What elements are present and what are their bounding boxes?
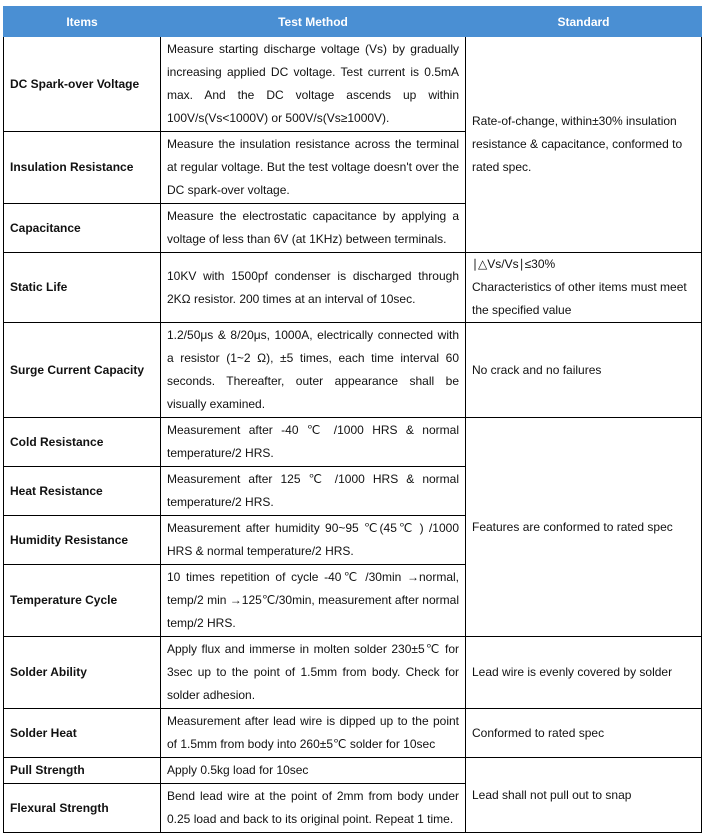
- standard-cell: No crack and no failures: [466, 323, 702, 418]
- header-test-method: Test Method: [161, 7, 466, 37]
- standard-cell: Conformed to rated spec: [466, 709, 702, 758]
- standard-text: Characteristics of other items must meet the specified value: [472, 280, 687, 317]
- header-standard: Standard: [466, 7, 702, 37]
- method-cell: Measure the electrostatic capacitance by applying a voltage of less than 6V (at 1KHz) between terminals.: [161, 204, 466, 253]
- item-cell: Solder Ability: [4, 637, 161, 709]
- item-cell: Cold Resistance: [4, 418, 161, 467]
- table-row: [4, 253, 702, 323]
- item-cell: Humidity Resistance: [4, 516, 161, 565]
- table-row: [4, 709, 702, 758]
- item-cell: Static Life: [4, 253, 161, 323]
- table-row: [4, 637, 702, 709]
- item-cell: Solder Heat: [4, 709, 161, 758]
- standard-text: Rate-of-change, within±30% insulation resistance & capacitance, conformed to rated spec.: [472, 114, 683, 174]
- method-cell: Bend lead wire at the point of 2mm from body under 0.25 load and back to its original point. Repeat 1 time.: [161, 784, 466, 833]
- table-row: [4, 418, 702, 467]
- method-cell: Measure starting discharge voltage (Vs) by gradually increasing applied DC voltage. Test current is 0.5mA max. And the DC voltage ascends up within 100V/s(Vs<1000V) or 500V/s(Vs≥1000V).: [161, 37, 466, 132]
- standard-cell: Features are conformed to rated spec: [466, 418, 702, 637]
- item-cell: Capacitance: [4, 204, 161, 253]
- table-row: [4, 37, 702, 132]
- method-cell: 10 times repetition of cycle -40℃ /30min →normal, temp/2 min →125℃/30min, measurement after normal temp/2 HRS.: [161, 565, 466, 637]
- item-cell: Temperature Cycle: [4, 565, 161, 637]
- item-cell: Flexural Strength: [4, 784, 161, 833]
- standard-cell: Lead wire is evenly covered by solder: [466, 637, 702, 709]
- method-cell: Apply flux and immerse in molten solder 230±5℃ for 3sec up to the point of 1.5mm from body. Check for solder adhesion.: [161, 637, 466, 709]
- standard-cell: Lead shall not pull out to snap: [466, 758, 702, 833]
- item-cell: Insulation Resistance: [4, 132, 161, 204]
- standard-cell: [466, 253, 702, 323]
- specification-table: [3, 6, 702, 833]
- item-cell: Surge Current Capacity: [4, 323, 161, 418]
- standard-cell: [466, 37, 702, 253]
- standard-text: ∣△Vs/Vs∣≤30%: [472, 257, 556, 271]
- method-cell: 10KV with 1500pf condenser is discharged through 2KΩ resistor. 200 times at an interval of 10sec.: [161, 253, 466, 323]
- method-cell: Measurement after lead wire is dipped up to the point of 1.5mm from body into 260±5℃ solder for 10sec: [161, 709, 466, 758]
- item-cell: Pull Strength: [4, 758, 161, 784]
- header-row: [4, 7, 702, 37]
- item-cell: DC Spark-over Voltage: [4, 37, 161, 132]
- table-row: [4, 758, 702, 784]
- method-cell: Apply 0.5kg load for 10sec: [161, 758, 466, 784]
- table-row: [4, 323, 702, 418]
- header-items: Items: [4, 7, 161, 37]
- method-cell: Measurement after humidity 90~95 ℃(45℃ ) /1000 HRS & normal temperature/2 HRS.: [161, 516, 466, 565]
- method-cell: Measurement after -40 ℃ /1000 HRS & normal temperature/2 HRS.: [161, 418, 466, 467]
- method-cell: 1.2/50μs & 8/20μs, 1000A, electrically connected with a resistor (1~2 Ω), ±5 times, each time interval 60 seconds. Thereafter, outer appearance shall be visually examined.: [161, 323, 466, 418]
- method-cell: Measure the insulation resistance across the terminal at regular voltage. But the test voltage doesn't over the DC spark-over voltage.: [161, 132, 466, 204]
- item-cell: Heat Resistance: [4, 467, 161, 516]
- method-cell: Measurement after 125 ℃ /1000 HRS & normal temperature/2 HRS.: [161, 467, 466, 516]
